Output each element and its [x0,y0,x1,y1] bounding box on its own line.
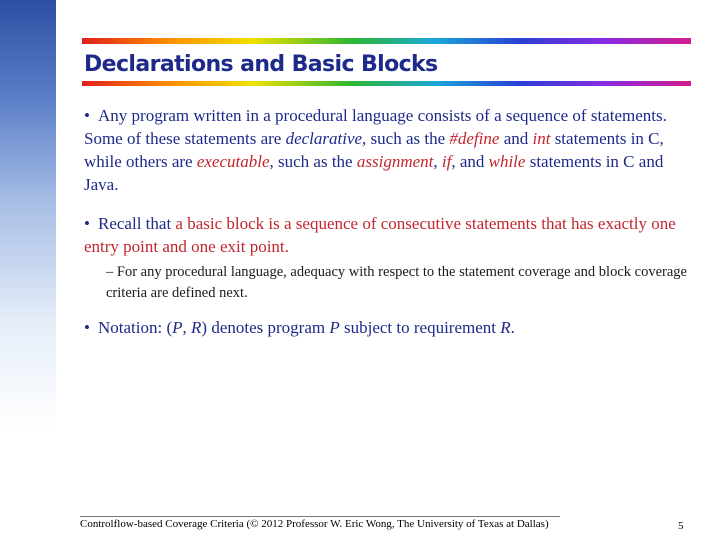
text-run: subject to requirement [339,318,501,337]
term-executable: executable [196,152,270,171]
bullet-1 [84,104,684,196]
text-run: and [499,129,533,148]
bullet-3-text: Notation: ( [98,318,173,337]
var-p: P [329,318,340,337]
text-run: statements in C and Java. [84,152,664,194]
text-run: , [182,318,192,337]
footer-rule [80,516,560,517]
term-assignment: assignment [356,152,434,171]
basic-block-definition: a basic block is a sequence of consecutive statements that has exactly one entry point and one exit point. [84,214,676,256]
bullet-dot: • [84,106,90,125]
title-rainbow-rule [82,81,691,86]
slide-title: Declarations and Basic Blocks [84,52,438,77]
text-run: , and [451,152,489,171]
text-run: , such as the [269,152,357,171]
sub-bullet-dash: – [106,264,114,280]
bullet-2 [84,212,684,258]
var-r: R [191,318,202,337]
text-run: ) denotes program [201,318,330,337]
text-run: statements in C, while others are [84,129,664,171]
term-while: while [488,152,526,171]
bullet-dot: • [84,214,90,233]
term-if: if [441,152,452,171]
sidebar-gradient [0,0,56,540]
sub-bullet-text: For any procedural language, adequacy with respect to the statement coverage and block coverage criteria are defined next. [106,264,687,301]
bullet-3 [84,316,684,339]
term-define: #define [449,129,500,148]
page-number: 5 [678,520,684,532]
text-run: , [433,152,442,171]
var-p: P [172,318,183,337]
bullet-dot: • [84,318,90,337]
var-r: R [500,318,511,337]
top-rainbow-rule [82,38,691,44]
term-int: int [532,129,551,148]
bullet-2-text: Recall that [98,214,176,233]
bullet-1-text: Any program written in a procedural language consists of a sequence of statements. Some of these statements are [84,106,667,148]
text-run: , such as the [362,129,450,148]
footer-text: Controlflow-based Coverage Criteria (© 2012 Professor W. Eric Wong, The University of Texas at Dallas) [80,518,549,530]
sub-bullet [106,262,696,304]
term-declarative: declarative [285,129,363,148]
text-run: . [510,318,515,337]
